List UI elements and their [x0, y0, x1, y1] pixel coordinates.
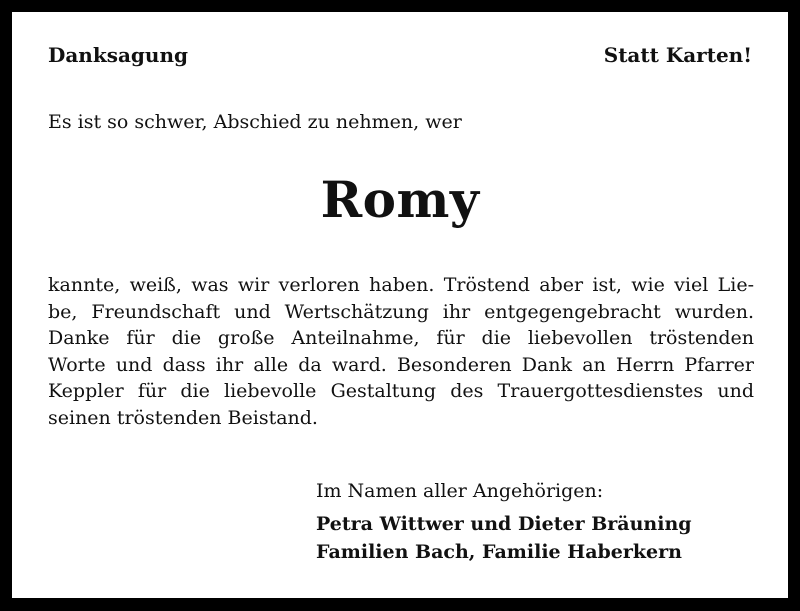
paragraph-line: Worte und dass ihr alle da ward. Besonderen Dank an Herrn Pfarrer — [48, 353, 754, 376]
obituary-card — [12, 12, 788, 598]
thanks-paragraph — [48, 272, 754, 432]
signature-intro: Im Namen aller Angehörigen: — [316, 480, 604, 502]
intro-text: Es ist so schwer, Abschied zu nehmen, wer — [48, 111, 462, 133]
deceased-name: Romy — [320, 170, 480, 229]
paragraph-line: Danke für die große Anteilnahme, für die liebevollen tröstenden — [48, 327, 754, 350]
paragraph-line: Keppler für die liebevolle Gestaltung des Trauergottesdienstes und — [48, 380, 754, 403]
paragraph-line: kannte, weiß, was wir verloren haben. Tröstend aber ist, wie viel Lie- — [48, 274, 754, 296]
signature-name: Familien Bach, Familie Haberkern — [316, 541, 682, 563]
paragraph-line: seinen tröstenden Beistand. — [48, 406, 318, 429]
signature-name: Petra Wittwer und Dieter Bräuning — [316, 513, 692, 535]
signature-block — [316, 478, 692, 566]
paragraph-line: be, Freundschaft und Wertschätzung ihr entgegengebracht wurden. — [48, 300, 754, 323]
header-title-left: Danksagung — [48, 43, 188, 67]
header-title-right: Statt Karten! — [603, 43, 752, 67]
